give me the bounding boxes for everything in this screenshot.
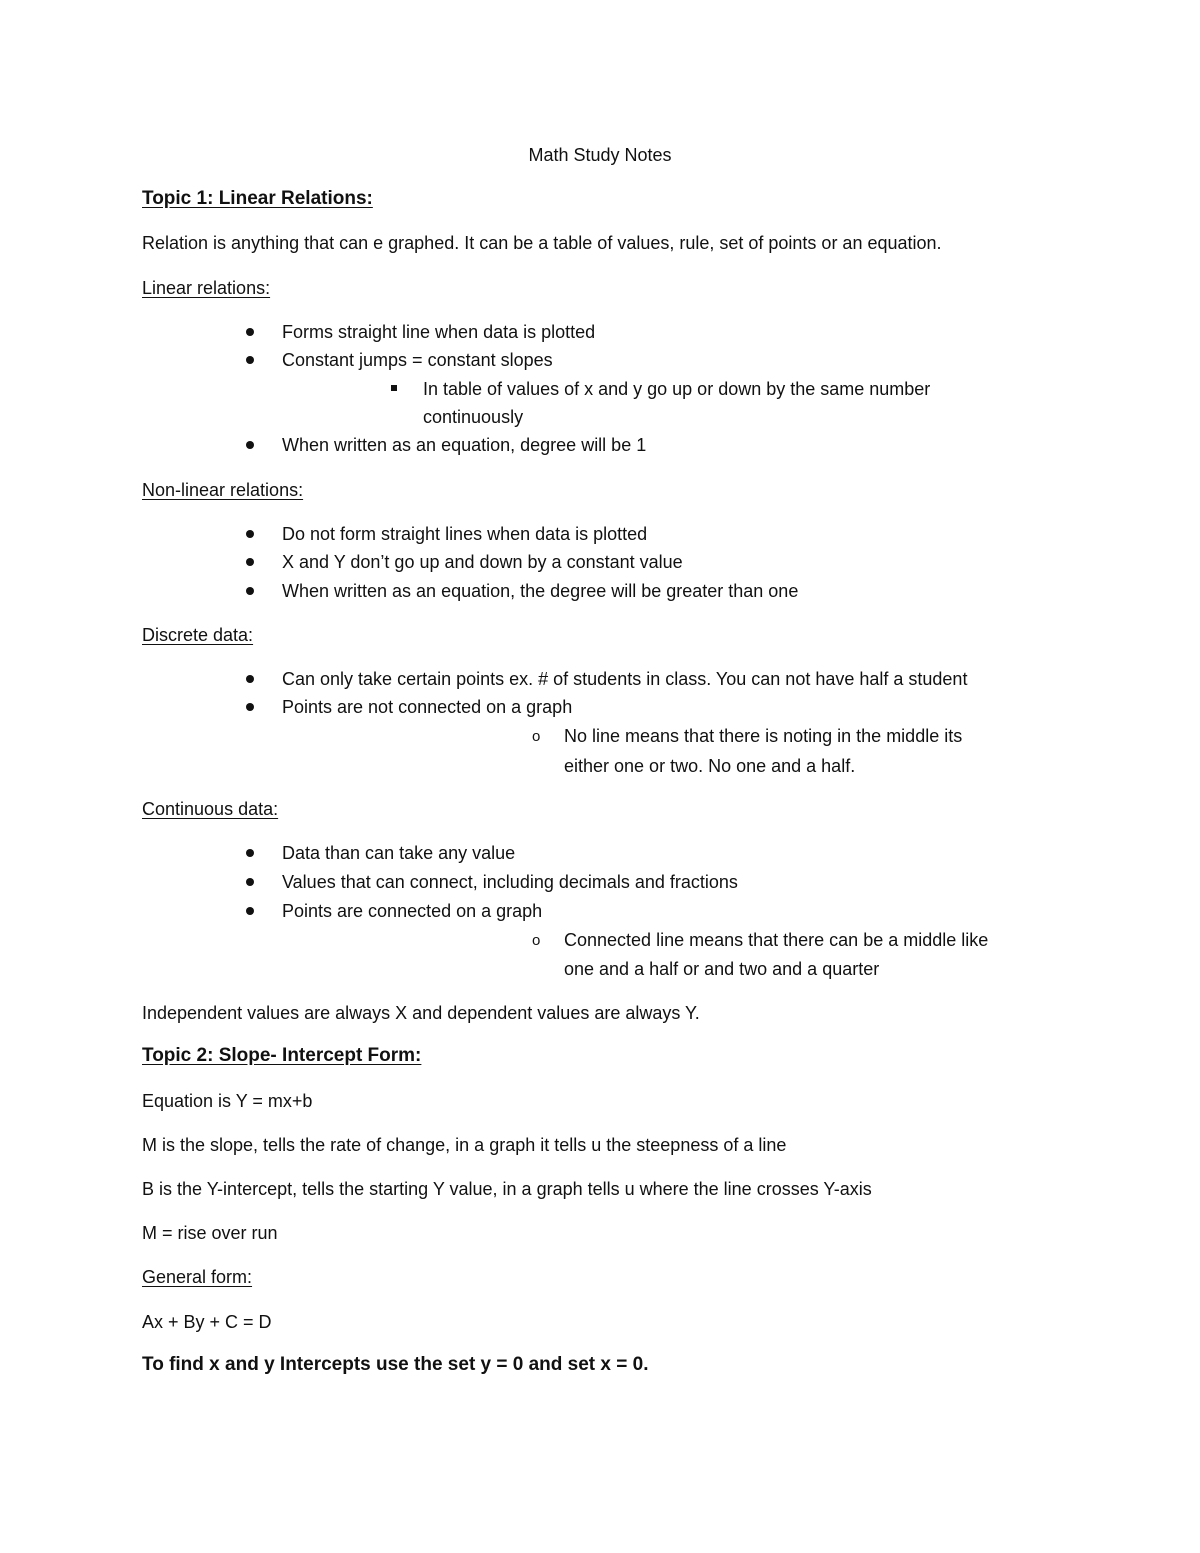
discrete-bullet-2: Points are not connected on a graph	[282, 697, 573, 717]
general-form-heading: General form:	[142, 1267, 253, 1287]
square-bullet-icon	[391, 385, 397, 391]
bullet-icon	[246, 328, 254, 336]
bullet-icon	[246, 878, 254, 886]
discrete-sub-bullet-line-2: either one or two. No one and a half.	[564, 756, 856, 776]
topic2-heading: Topic 2: Slope- Intercept Form:	[142, 1045, 422, 1066]
linear-bullet-3: When written as an equation, degree will be 1	[282, 435, 647, 455]
continuous-bullet-1: Data than can take any value	[282, 843, 516, 863]
rise-over-run: M = rise over run	[142, 1223, 278, 1243]
linear-relations-heading: Linear relations:	[142, 278, 271, 298]
bullet-icon	[246, 558, 254, 566]
bullet-icon	[246, 587, 254, 595]
slope-definition: M is the slope, tells the rate of change, in a graph it tells u the steepness of a line	[142, 1135, 787, 1155]
continuous-sub-bullet-line-2: one and a half or and two and a quarter	[564, 959, 880, 979]
independent-dependent-note: Independent values are always X and dependent values are always Y.	[142, 1003, 700, 1023]
bullet-icon	[246, 530, 254, 538]
linear-bullet-2: Constant jumps = constant slopes	[282, 350, 553, 370]
linear-bullet-1: Forms straight line when data is plotted	[282, 322, 596, 342]
nonlinear-bullet-1: Do not form straight lines when data is plotted	[282, 524, 648, 544]
circle-bullet-icon: o	[532, 728, 541, 745]
discrete-sub-bullet-line-1: No line means that there is noting in the middle its	[564, 726, 963, 746]
topic1-heading: Topic 1: Linear Relations:	[142, 188, 373, 209]
slope-intercept-equation: Equation is Y = mx+b	[142, 1091, 313, 1111]
intercepts-note: To find x and y Intercepts use the set y = 0 and set x = 0.	[142, 1354, 649, 1375]
page-title: Math Study Notes	[528, 145, 672, 165]
discrete-data-heading: Discrete data:	[142, 625, 254, 645]
bullet-icon	[246, 849, 254, 857]
linear-sub-bullet-line-2: continuously	[423, 407, 524, 427]
continuous-bullet-2: Values that can connect, including decimals and fractions	[282, 872, 738, 892]
nonlinear-bullet-3: When written as an equation, the degree will be greater than one	[282, 581, 799, 601]
bullet-icon	[246, 703, 254, 711]
nonlinear-bullet-2: X and Y don’t go up and down by a constant value	[282, 552, 683, 572]
discrete-bullet-1: Can only take certain points ex. # of students in class. You can not have half a student	[282, 669, 968, 689]
intercept-definition: B is the Y-intercept, tells the starting Y value, in a graph tells u where the line crosses Y-axis	[142, 1179, 872, 1199]
general-form-equation: Ax + By + C = D	[142, 1312, 272, 1332]
nonlinear-relations-heading: Non-linear relations:	[142, 480, 304, 500]
bullet-icon	[246, 441, 254, 449]
continuous-sub-bullet-line-1: Connected line means that there can be a middle like	[564, 930, 989, 950]
relation-definition: Relation is anything that can e graphed. It can be a table of values, rule, set of points or an equation.	[142, 233, 942, 253]
circle-bullet-icon: o	[532, 932, 541, 949]
bullet-icon	[246, 907, 254, 915]
bullet-icon	[246, 675, 254, 683]
bullet-icon	[246, 356, 254, 364]
continuous-bullet-3: Points are connected on a graph	[282, 901, 543, 921]
continuous-data-heading: Continuous data:	[142, 799, 279, 819]
linear-sub-bullet-line-1: In table of values of x and y go up or down by the same number	[423, 379, 931, 399]
